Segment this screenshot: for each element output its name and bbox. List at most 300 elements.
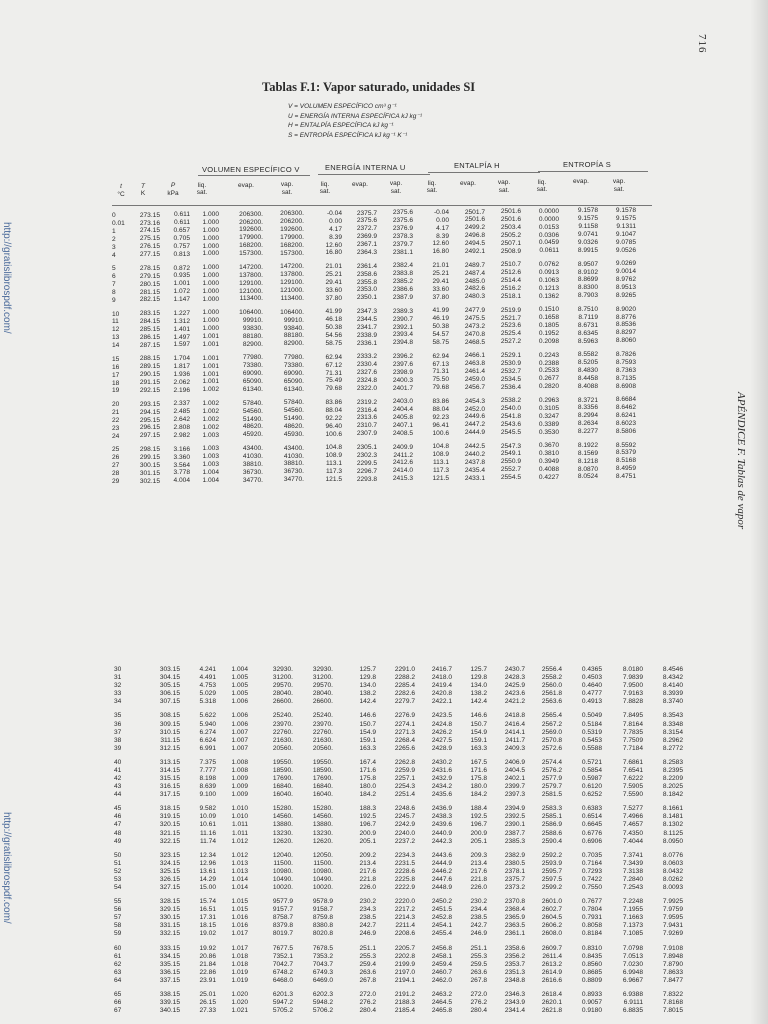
cell-h-evap: 2475.5: [464, 314, 485, 322]
cell-pressure: 3.360: [173, 453, 190, 461]
cell-h-liq: 221.8: [470, 875, 487, 883]
cell-temp-c: 53: [114, 875, 122, 883]
cell-s-evap: 7.6222: [622, 775, 643, 782]
cell-vol-vap: 73380.: [283, 361, 304, 369]
cell-h-vap: 2569.0: [541, 728, 562, 736]
cell-u-evap: 2350.1: [356, 294, 377, 302]
cell-temp-k: 299.15: [139, 453, 160, 461]
cell-temp-c: 51: [114, 859, 122, 867]
cell-pressure: 1.817: [173, 363, 190, 370]
cell-h-vap: 2543.6: [500, 420, 521, 428]
side-url-lower[interactable]: http://gratislibrospdf.com/: [1, 812, 12, 924]
cell-h-evap: 2461.4: [464, 368, 485, 376]
column-header-h-liq: [417, 180, 447, 195]
cell-s-vap: 8.3348: [662, 720, 683, 728]
cell-temp-c: 7: [112, 281, 116, 288]
cell-temp-c: 0: [112, 212, 116, 219]
cell-u-vap: 2448.9: [431, 884, 452, 891]
cell-h-evap: 2435.4: [464, 466, 485, 474]
cell-s-liq: 0.2243: [538, 351, 559, 359]
cell-vol-vap: 8020.8: [312, 930, 333, 938]
cell-u-liq: 272.0: [359, 991, 376, 999]
cell-s-liq: 0.7164: [581, 859, 602, 867]
column-header-line1: vap.: [389, 180, 403, 188]
cell-vol-liq: 1.001: [202, 370, 219, 378]
cell-u-liq: 184.2: [359, 791, 376, 799]
cell-s-evap: 8.2277: [577, 428, 598, 436]
cell-s-evap: 6.9111: [623, 999, 643, 1007]
cell-u-evap: 2358.6: [356, 270, 377, 278]
cell-s-vap: 8.7363: [615, 366, 636, 374]
cell-h-liq: 200.9: [470, 829, 487, 837]
cell-s-evap: 8.4458: [577, 374, 598, 382]
cell-u-vap: 2414.0: [392, 467, 413, 475]
cell-vol-evap: 12040.: [272, 851, 293, 859]
cell-vol-vap: 129100.: [280, 279, 304, 287]
cell-temp-k: 294.15: [139, 408, 160, 416]
cell-temp-k: 301.15: [139, 469, 160, 477]
cell-u-evap: 2285.4: [394, 682, 415, 690]
cell-s-evap: 8.4830: [577, 367, 598, 375]
cell-u-vap: 2456.8: [431, 944, 452, 952]
column-header-pressure: [158, 182, 188, 197]
cell-h-evap: 2430.7: [504, 666, 525, 673]
cell-vol-liq: 1.002: [202, 415, 219, 423]
cell-u-liq: 154.9: [359, 728, 376, 736]
cell-temp-k: 334.15: [159, 952, 180, 960]
cell-temp-k: 298.15: [139, 446, 160, 454]
cell-s-evap: 8.5963: [577, 337, 598, 345]
cell-vol-vap: 6202.3: [312, 991, 333, 999]
cell-s-vap: 7.8322: [662, 991, 683, 999]
cell-vol-vap: 65090.: [283, 377, 304, 385]
cell-s-vap: 8.8776: [615, 313, 636, 321]
cell-h-vap: 2608.0: [541, 930, 562, 938]
cell-u-vap: 2462.0: [431, 976, 452, 984]
cell-h-liq: 209.3: [470, 851, 487, 859]
cell-s-vap: 8.1481: [662, 813, 683, 821]
cell-u-vap: 2409.9: [392, 443, 413, 451]
cell-u-vap: 2382.4: [392, 262, 413, 270]
cell-vol-evap: 45920.: [242, 431, 263, 439]
cell-s-liq: 0.6383: [581, 805, 602, 813]
cell-u-evap: 2242.9: [394, 821, 415, 829]
cell-h-liq: 188.4: [470, 805, 487, 813]
cell-vol-liq: 1.003: [202, 431, 219, 439]
cell-u-vap: 2375.6: [392, 209, 413, 217]
cell-u-vap: 2427.5: [431, 736, 452, 744]
cell-s-vap: 7.8790: [662, 960, 683, 968]
cell-temp-c: 42: [114, 775, 122, 782]
cell-temp-k: 316.15: [159, 783, 180, 791]
cell-u-liq: 134.0: [359, 682, 376, 690]
cell-vol-evap: 168200.: [239, 242, 263, 250]
cell-h-vap: 2611.4: [542, 952, 562, 960]
cell-h-evap: 2454.3: [464, 397, 485, 405]
cell-u-evap: 2257.1: [394, 775, 415, 782]
cell-vol-liq: 1.002: [202, 386, 219, 394]
cell-temp-k: 289.15: [139, 363, 160, 371]
cell-s-vap: 8.1302: [662, 821, 683, 829]
cell-u-evap: 2353.0: [356, 286, 377, 294]
cell-pressure: 18.15: [199, 922, 216, 930]
cell-h-evap: 2468.5: [464, 338, 485, 346]
cell-temp-k: 280.15: [139, 280, 160, 288]
cell-h-liq: 104.8: [432, 443, 449, 451]
cell-vol-liq: 1.003: [202, 461, 219, 469]
cell-h-liq: 29.41: [432, 277, 449, 285]
cell-h-liq: 280.4: [470, 1007, 487, 1015]
cell-vol-liq: 1.014: [231, 884, 248, 891]
cell-u-evap: 2199.9: [394, 960, 415, 968]
cell-s-liq: 0.8184: [581, 930, 602, 938]
cell-vol-evap: 9577.9: [272, 898, 293, 906]
cell-h-liq: 276.2: [470, 999, 487, 1007]
cell-h-vap: 2540.0: [500, 405, 521, 413]
cell-h-liq: -0.04: [433, 208, 449, 216]
cell-temp-k: 338.15: [159, 991, 180, 999]
cell-vol-evap: 192600.: [239, 226, 263, 234]
cell-s-liq: 0.7931: [581, 914, 602, 922]
cell-pressure: 0.657: [173, 227, 190, 235]
cell-u-vap: 2387.9: [392, 294, 413, 301]
cell-s-liq: 0.5453: [581, 736, 602, 744]
cell-temp-k: 312.15: [159, 744, 180, 752]
group-rule-volume: [198, 175, 310, 176]
cell-vol-vap: 168200.: [280, 241, 304, 249]
cell-u-liq: 171.6: [359, 766, 376, 774]
cell-u-evap: 2336.1: [356, 339, 377, 347]
cell-pressure: 0.611: [173, 211, 190, 219]
cell-u-evap: 2202.8: [394, 952, 415, 960]
cell-u-evap: 2347.3: [356, 308, 377, 316]
cell-pressure: 1.497: [173, 333, 190, 341]
cell-s-vap: 9.1575: [615, 215, 636, 222]
cell-s-evap: 8.9102: [577, 268, 598, 276]
cell-u-liq: 129.8: [359, 674, 376, 682]
cell-vol-liq: 1.004: [231, 666, 248, 673]
cell-pressure: 27.33: [199, 1007, 216, 1015]
cell-h-vap: 2516.2: [500, 285, 521, 293]
cell-vol-vap: 12050.: [312, 851, 333, 859]
cell-h-liq: 75.50: [432, 376, 449, 384]
cell-h-vap: 2560.0: [541, 682, 562, 690]
cell-u-liq: 238.5: [359, 914, 376, 922]
cell-s-liq: 0.8435: [581, 952, 602, 960]
table-title: Tablas F.1: Vapor saturado, unidades SI: [262, 80, 476, 94]
cell-temp-k: 287.15: [139, 341, 160, 349]
cell-u-evap: 2344.5: [356, 315, 377, 323]
cell-temp-c: 34: [114, 698, 122, 706]
cell-temp-c: 2: [112, 235, 116, 243]
cell-s-liq: 0.8685: [581, 968, 602, 976]
cell-temp-c: 64: [114, 976, 122, 984]
cell-vol-vap: 16840.: [312, 783, 333, 791]
cell-temp-c: 15: [112, 355, 120, 363]
cell-u-vap: 2439.6: [431, 821, 452, 829]
cell-s-vap: 7.9759: [662, 906, 683, 914]
cell-u-evap: 2234.3: [394, 851, 415, 859]
cell-s-vap: 8.3543: [662, 712, 683, 720]
cell-h-evap: 2425.9: [504, 682, 525, 690]
column-header-h-evap: [453, 180, 483, 188]
cell-s-liq: 0.5854: [581, 766, 602, 774]
cell-h-evap: 2433.1: [464, 474, 485, 482]
cell-temp-c: 18: [112, 379, 120, 387]
cell-s-liq: 0.1510: [538, 306, 559, 314]
cell-s-vap: 8.0093: [662, 884, 683, 891]
cell-vol-liq: 1.009: [231, 775, 248, 782]
cell-s-vap: 7.9925: [662, 898, 683, 906]
cell-h-evap: 2499.2: [464, 224, 485, 232]
cell-s-evap: 7.8164: [622, 720, 643, 728]
cell-h-vap: 2514.4: [500, 277, 521, 285]
cell-u-evap: 2262.8: [394, 758, 415, 766]
cell-u-vap: 2385.2: [392, 278, 413, 286]
cell-vol-evap: 6748.2: [272, 968, 293, 976]
cell-s-vap: 8.2962: [662, 736, 683, 744]
cell-h-liq: 146.6: [470, 712, 487, 720]
cell-u-evap: 2330.4: [356, 361, 377, 369]
cell-vol-vap: 157300.: [280, 249, 304, 257]
cell-h-evap: 2496.8: [464, 232, 485, 240]
cell-temp-c: 22: [112, 416, 120, 424]
cell-u-vap: 2450.2: [431, 898, 452, 906]
cell-temp-k: 336.15: [159, 968, 180, 976]
cell-h-evap: 2452.0: [464, 405, 485, 413]
cell-temp-c: 14: [112, 342, 120, 350]
column-header-line1: vap.: [612, 178, 626, 186]
cell-s-vap: 8.8060: [615, 337, 636, 345]
cell-u-liq: 21.01: [325, 263, 342, 271]
cell-s-liq: 0.8560: [581, 960, 602, 968]
cell-h-evap: 2421.2: [504, 698, 525, 706]
cell-s-vap: 8.1842: [662, 791, 683, 799]
cell-s-liq: 0.3949: [538, 458, 559, 465]
cell-vol-liq: 1.006: [231, 712, 248, 720]
cell-vol-vap: 18590.: [312, 766, 333, 774]
cell-vol-liq: 1.021: [231, 1007, 248, 1015]
cell-s-vap: 7.8633: [662, 968, 683, 976]
cell-h-evap: 2390.1: [504, 821, 525, 829]
cell-temp-k: 295.15: [139, 416, 160, 424]
cell-temp-c: 39: [114, 744, 122, 752]
cell-pressure: 2.337: [173, 400, 190, 408]
cell-s-evap: 7.7184: [622, 744, 643, 752]
cell-s-liq: 0.0306: [538, 231, 559, 239]
cell-temp-k: 286.15: [139, 333, 160, 341]
side-url-upper[interactable]: http://gratislibrospdf.com/: [1, 222, 12, 334]
cell-u-liq: 221.8: [359, 875, 376, 883]
cell-h-liq: 113.1: [432, 459, 449, 467]
cell-s-evap: 7.7509: [622, 736, 643, 744]
cell-u-vap: 2392.1: [392, 323, 413, 331]
cell-temp-c: 66: [114, 999, 122, 1007]
cell-s-evap: 9.0741: [577, 231, 598, 239]
cell-h-evap: 2365.9: [504, 914, 525, 922]
cell-u-vap: 2451.5: [431, 906, 452, 914]
cell-vol-liq: 1.011: [231, 821, 248, 829]
cell-u-vap: 2396.2: [392, 353, 413, 360]
cell-h-vap: 2503.4: [500, 223, 521, 231]
cell-temp-c: 49: [114, 837, 122, 845]
cell-pressure: 1.597: [173, 341, 190, 349]
cell-h-vap: 2599.2: [541, 884, 562, 891]
cell-vol-vap: 15280.: [312, 805, 333, 813]
cell-u-liq: 83.86: [325, 399, 342, 406]
cell-pressure: 12.96: [199, 859, 216, 867]
cell-h-evap: 2392.5: [504, 813, 525, 821]
column-header-temp-k: [128, 183, 158, 198]
cell-u-evap: 2327.6: [356, 369, 377, 377]
cell-pressure: 19.02: [199, 930, 216, 938]
cell-s-liq: 0.1362: [538, 292, 559, 300]
cell-h-evap: 2480.3: [464, 293, 485, 301]
cell-u-liq: 205.1: [359, 837, 376, 845]
cell-temp-c: 52: [114, 867, 122, 875]
cell-h-evap: 2375.7: [504, 875, 525, 883]
cell-h-evap: 2373.2: [504, 884, 525, 891]
cell-u-liq: 92.22: [325, 414, 342, 422]
cell-s-evap: 8.0524: [577, 473, 598, 481]
cell-u-evap: 2372.7: [356, 225, 377, 233]
cell-temp-c: 36: [114, 720, 122, 728]
cell-u-vap: 2444.9: [431, 859, 452, 867]
cell-temp-k: 296.15: [139, 424, 160, 432]
cell-vol-evap: 69090.: [242, 370, 263, 378]
cell-s-vap: 8.2209: [662, 775, 683, 782]
cell-h-evap: 2492.1: [464, 248, 485, 255]
cell-temp-c: 25: [112, 446, 120, 454]
cell-u-evap: 2324.8: [356, 377, 377, 385]
cell-vol-liq: 1.002: [202, 400, 219, 408]
cell-s-vap: 7.9269: [662, 930, 683, 938]
cell-vol-evap: 16040.: [272, 791, 293, 799]
cell-temp-c: 1: [112, 227, 116, 235]
cell-u-vap: 2434.2: [431, 783, 452, 791]
cell-temp-c: 40: [114, 758, 122, 766]
cell-vol-evap: 9157.7: [272, 906, 293, 914]
cell-u-liq: 12.60: [325, 241, 342, 249]
cell-h-evap: 2351.3: [504, 968, 525, 976]
cell-vol-evap: 21630.: [272, 736, 293, 744]
cell-u-vap: 2430.2: [431, 758, 452, 766]
cell-u-evap: 2299.5: [356, 459, 377, 467]
cell-s-liq: 0.7677: [581, 898, 602, 906]
cell-s-vap: 9.0014: [615, 268, 636, 276]
cell-s-evap: 8.7903: [577, 292, 598, 300]
cell-vol-liq: 1.000: [202, 309, 219, 317]
cell-temp-k: 317.15: [159, 791, 180, 799]
cell-vol-vap: 22760.: [312, 728, 333, 736]
cell-vol-liq: 1.001: [202, 362, 219, 370]
cell-s-vap: 7.8168: [662, 999, 683, 1007]
cell-pressure: 0.813: [173, 250, 190, 258]
cell-vol-evap: 7352.1: [272, 952, 293, 960]
cell-s-vap: 8.0432: [662, 867, 683, 875]
cell-h-vap: 2574.4: [541, 758, 562, 766]
cell-temp-c: 41: [114, 766, 122, 774]
cell-temp-k: 290.15: [139, 371, 160, 379]
cell-vol-evap: 61340.: [242, 386, 263, 393]
cell-pressure: 8.198: [199, 775, 216, 782]
cell-vol-evap: 26600.: [272, 698, 293, 706]
cell-h-liq: 180.0: [470, 783, 487, 791]
cell-u-vap: 2401.7: [392, 384, 413, 392]
cell-vol-evap: 23970.: [272, 720, 293, 728]
cell-vol-evap: 73380.: [242, 362, 263, 370]
cell-u-vap: 2394.8: [392, 339, 413, 347]
cell-s-vap: 8.8536: [615, 321, 636, 329]
cell-temp-c: 48: [114, 829, 122, 837]
cell-vol-liq: 1.005: [231, 674, 248, 682]
column-header-line2: evap.: [352, 180, 368, 188]
cell-u-vap: 2420.8: [431, 690, 452, 698]
cell-vol-liq: 1.015: [231, 898, 248, 906]
cell-h-vap: 2519.9: [500, 306, 521, 314]
cell-temp-c: 12: [112, 326, 120, 334]
cell-u-liq: 192.5: [359, 813, 376, 821]
cell-h-vap: 2588.6: [541, 829, 562, 837]
cell-pressure: 1.704: [173, 355, 190, 363]
cell-u-evap: 2355.8: [356, 278, 377, 286]
cell-vol-liq: 1.018: [231, 960, 248, 968]
cell-h-liq: 117.3: [432, 466, 449, 474]
cell-s-evap: 8.6345: [577, 329, 598, 337]
cell-u-vap: 2375.6: [392, 217, 413, 225]
cell-u-evap: 2276.9: [394, 712, 415, 720]
cell-s-liq: 0.6252: [581, 791, 602, 799]
cell-vol-liq: 1.008: [231, 766, 248, 774]
column-header-line2: sat.: [319, 188, 331, 196]
cell-vol-liq: 1.000: [202, 279, 219, 287]
cell-s-liq: 0.1658: [538, 314, 559, 322]
cell-vol-liq: 1.004: [202, 469, 219, 477]
cell-temp-c: 63: [114, 968, 122, 976]
cell-u-liq: 246.9: [359, 930, 376, 938]
cell-s-evap: 7.3138: [622, 867, 643, 875]
cell-u-vap: 2454.1: [431, 922, 452, 930]
cell-s-liq: 0.4227: [538, 473, 559, 481]
cell-s-liq: 0.4365: [581, 666, 602, 673]
cell-vol-liq: 1.000: [202, 287, 219, 295]
cell-u-evap: 2291.0: [394, 666, 415, 673]
cell-s-liq: 0.5184: [581, 720, 602, 728]
cell-h-evap: 2456.7: [464, 383, 485, 391]
cell-h-evap: 2501.6: [464, 216, 485, 224]
cell-temp-k: 328.15: [159, 898, 180, 906]
cell-s-evap: 7.4966: [622, 813, 643, 821]
cell-h-liq: 267.8: [470, 976, 487, 984]
cell-u-liq: 163.3: [359, 744, 376, 752]
cell-temp-c: 6: [112, 273, 116, 281]
cell-s-evap: 7.7835: [622, 728, 643, 736]
cell-s-liq: 0.1213: [538, 284, 559, 292]
cell-vol-liq: 1.012: [231, 851, 248, 859]
legend-line: S = ENTROPÍA ESPECÍFICA kJ kg⁻¹ K⁻¹: [288, 131, 408, 139]
cell-vol-liq: 1.017: [231, 930, 248, 938]
cell-u-vap: 2418.0: [431, 674, 452, 682]
cell-pressure: 11.16: [199, 829, 216, 837]
cell-temp-c: 9: [112, 296, 116, 304]
cell-h-vap: 2541.8: [500, 413, 521, 421]
cell-vol-liq: 1.005: [231, 682, 248, 690]
cell-h-vap: 2549.1: [500, 450, 521, 458]
cell-s-evap: 6.9667: [622, 976, 643, 984]
cell-temp-c: 16: [112, 363, 120, 371]
cell-vol-vap: 137800.: [280, 271, 304, 279]
cell-s-evap: 8.3356: [577, 404, 598, 412]
